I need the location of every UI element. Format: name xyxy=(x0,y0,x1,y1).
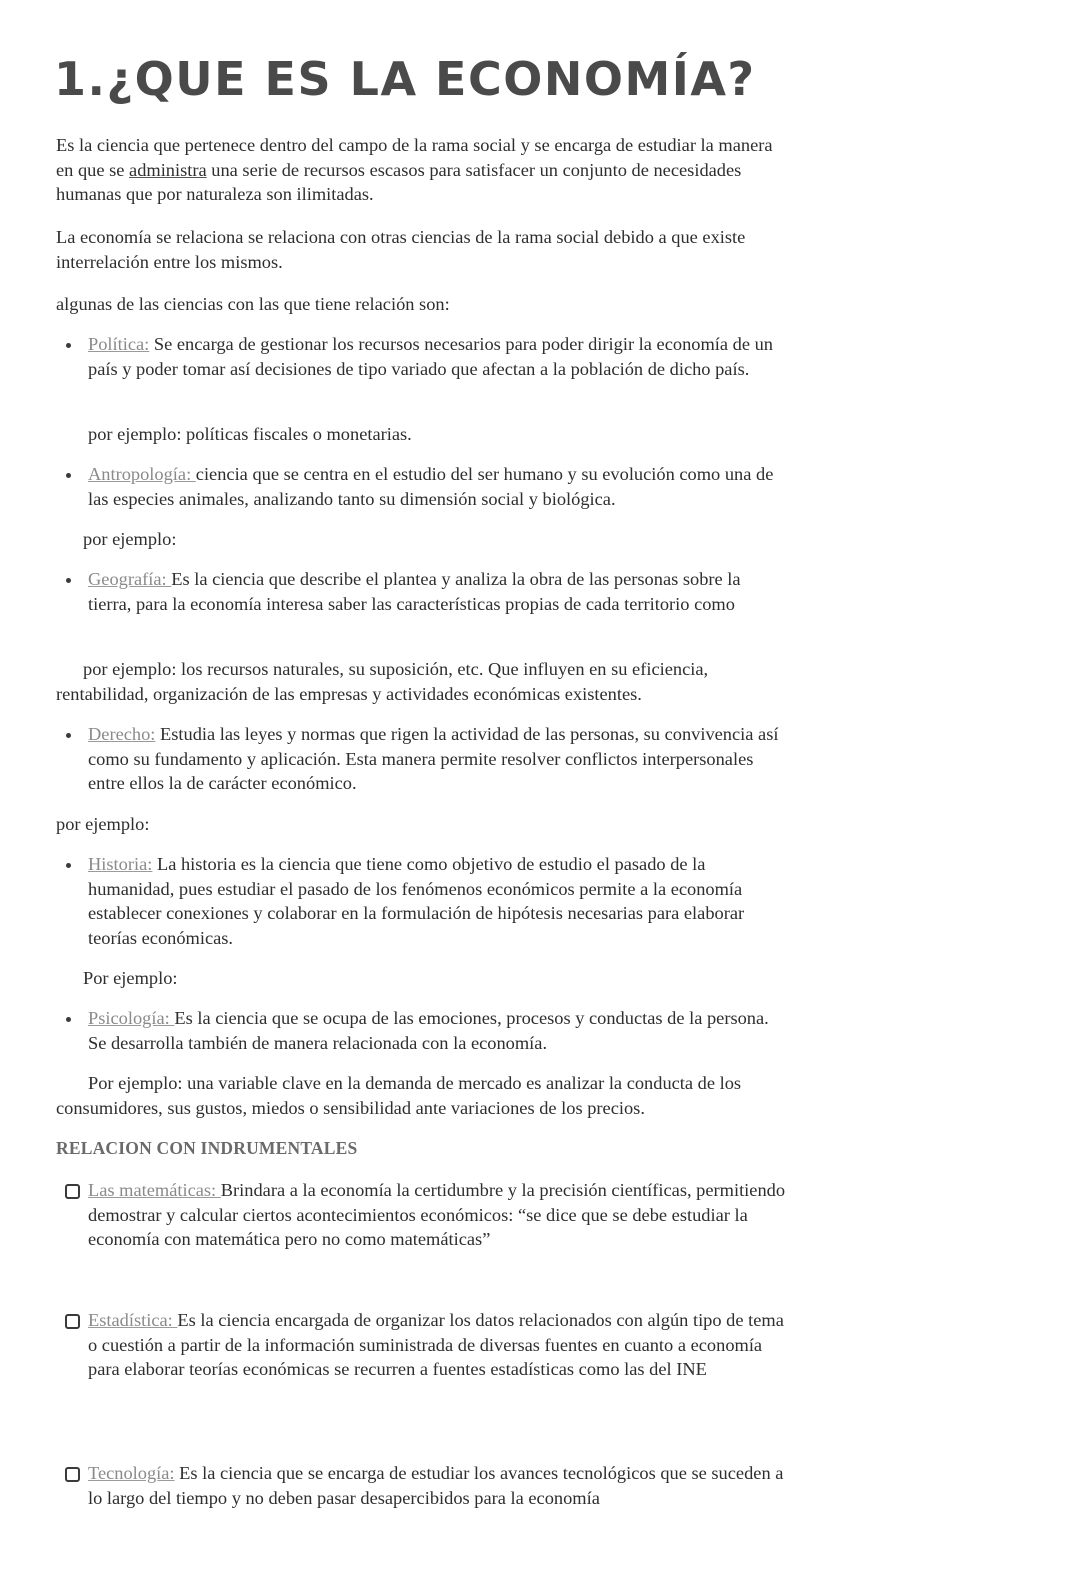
psicologia-label: Psicología: xyxy=(88,1008,175,1028)
geografia-label: Geografía: xyxy=(88,569,172,589)
intro-text-before: Es la ciencia que pertenece dentro del campo de la rama social y se encarga de estudiar la manera en que se xyxy=(56,135,773,180)
intro-paragraph xyxy=(56,133,786,207)
politica-example: por ejemplo: políticas fiscales o monetarias. xyxy=(88,424,412,444)
estadistica-label: Estadística: xyxy=(88,1310,178,1330)
intro-text-after: una serie de recursos escasos para satisfacer un conjunto de necesidades humanas que por naturaleza son ilimitadas. xyxy=(56,159,742,204)
list-item-historia xyxy=(88,852,788,950)
bullet-icon xyxy=(66,473,71,478)
derecho-text: Estudia las leyes y normas que rigen la actividad de las personas, su convivencia así como su fundamento y aplicación. Esta manera permite resolver conflictos interpersonales entre ellos la de carácter económico. xyxy=(88,724,779,793)
bullet-icon xyxy=(66,733,71,738)
checkbox-estadistica[interactable] xyxy=(65,1314,80,1329)
matematicas-label: Las matemáticas: xyxy=(88,1180,221,1200)
administra-link[interactable]: administra xyxy=(129,159,207,180)
politica-text: Se encarga de gestionar los recursos necesarios para poder dirigir la economía de un país y poder tomar así decisiones de tipo variado que afectan a la población de dicho país. xyxy=(88,334,773,379)
list-item-estadistica xyxy=(88,1308,788,1382)
geografia-text: Es la ciencia que describe el plantea y analiza la obra de las personas sobre la tierra, para la economía interesa saber las características propias de cada territorio como xyxy=(88,569,741,614)
checkbox-matematicas[interactable] xyxy=(65,1184,80,1199)
politica-label: Política: xyxy=(88,334,150,354)
derecho-label: Derecho: xyxy=(88,724,156,744)
geografia-example: por ejemplo: los recursos naturales, su suposición, etc. Que influyen en su eficiencia, rentabilidad, organización de las empresas y actividades económicas existentes. xyxy=(56,659,709,704)
historia-text: La historia es la ciencia que tiene como objetivo de estudio el pasado de la humanidad, pues estudiar el pasado de los fenómenos económicos permite a la economía establecer conexiones y colaborar en la formulación de hipótesis necesarias para elaborar teorías económicas. xyxy=(88,854,745,948)
antropologia-label: Antropología: xyxy=(88,464,196,484)
bullet-icon xyxy=(66,1017,71,1022)
relation-paragraph: La economía se relaciona se relaciona con otras ciencias de la rama social debido a que existe interrelación entre los mismos. xyxy=(56,227,746,272)
instrumental-heading: RELACION CON INDRUMENTALES xyxy=(56,1138,358,1158)
historia-example: Por ejemplo: xyxy=(83,968,178,988)
derecho-example: por ejemplo: xyxy=(56,814,150,834)
list-item-geografia xyxy=(88,567,788,616)
antropologia-example: por ejemplo: xyxy=(83,529,177,549)
list-item-tecnologia xyxy=(88,1461,788,1510)
bullet-icon xyxy=(66,863,71,868)
tecnologia-label: Tecnología: xyxy=(88,1463,175,1483)
list-item-politica xyxy=(88,332,788,381)
antropologia-text: ciencia que se centra en el estudio del ser humano y su evolución como una de las especies animales, analizando tanto su dimensión social y biológica. xyxy=(88,464,774,509)
psicologia-text: Es la ciencia que se ocupa de las emociones, procesos y conductas de la persona. Se desarrolla también de manera relacionada con la economía. xyxy=(88,1008,769,1053)
bullet-icon xyxy=(66,578,71,583)
estadistica-text: Es la ciencia encargada de organizar los datos relacionados con algún tipo de tema o cuestión a partir de la información suministrada de diversas fuentes en cuanto a economía para elaborar teorías económicas se recurren a fuentes estadísticas como las del INE xyxy=(88,1310,784,1379)
sciences-intro: algunas de las ciencias con las que tiene relación son: xyxy=(56,294,450,314)
list-item-matematicas xyxy=(88,1178,788,1252)
page-title: 1.¿QUE ES LA ECONOMÍA? xyxy=(54,52,756,106)
list-item-antropologia xyxy=(88,462,788,511)
tecnologia-text: Es la ciencia que se encarga de estudiar los avances tecnológicos que se suceden a lo largo del tiempo y no deben pasar desapercibidos para la economía xyxy=(88,1463,784,1508)
bullet-icon xyxy=(66,343,71,348)
list-item-psicologia xyxy=(88,1006,788,1055)
checkbox-tecnologia[interactable] xyxy=(65,1467,80,1482)
historia-label: Historia: xyxy=(88,854,153,874)
list-item-derecho xyxy=(88,722,788,796)
psicologia-example: Por ejemplo: una variable clave en la demanda de mercado es analizar la conducta de los consumidores, sus gustos, miedos o sensibilidad ante variaciones de los precios. xyxy=(56,1073,742,1118)
matematicas-text: Brindara a la economía la certidumbre y la precisión científicas, permitiendo demostrar y calcular ciertos acontecimientos económicos: “se dice que se debe estudiar la economía con matemática pero no como matemáticas” xyxy=(88,1180,786,1249)
